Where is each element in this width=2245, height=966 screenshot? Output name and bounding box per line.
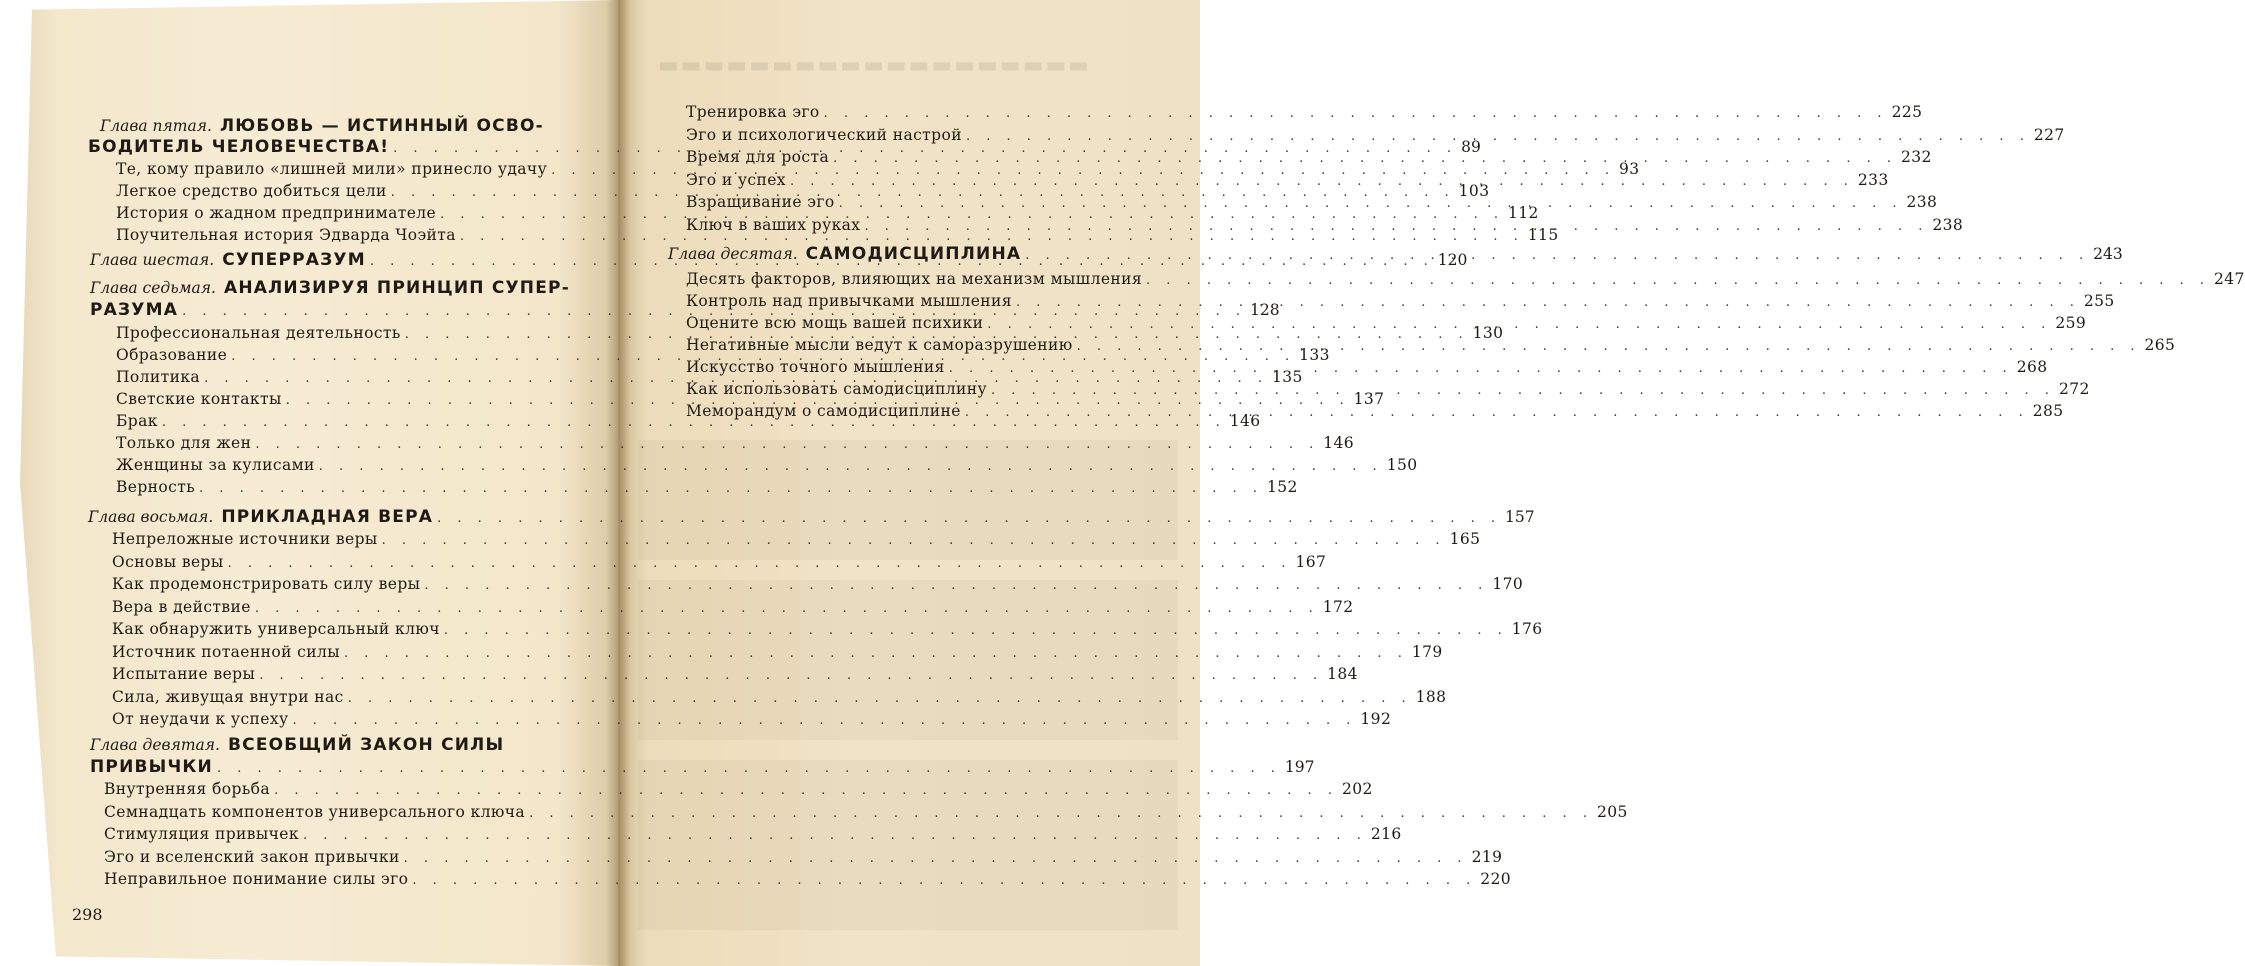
toc-entry-page: 285 (2032, 402, 2064, 420)
toc-entry-title: Образование (116, 346, 228, 364)
chapter-8-heading: Глава восьмая. ПРИКЛАДНАЯ ВЕРА . . . 157 (88, 507, 568, 527)
leader-dots (274, 783, 1338, 798)
toc-entry (686, 215, 1964, 234)
toc-entry-title: Внутренняя борьба (104, 780, 271, 798)
toc-entry-title: Ключ в ваших руках (686, 215, 861, 234)
leader-dots (255, 601, 1319, 616)
toc-entry-page: 133 (1299, 346, 1330, 364)
show-through-text: ▬▬▬▬▬▬▬▬▬▬▬▬▬▬▬▬▬▬▬ (658, 52, 1091, 78)
toc-entry-title: Политика (116, 368, 201, 386)
leader-dots (529, 806, 1593, 821)
toc-entry-page: 146 (1323, 434, 1355, 452)
leader-dots (824, 106, 1888, 121)
toc-entry-title: Женщины за кулисами (116, 456, 315, 474)
toc-entry-title: От неудачи к успеху (112, 710, 289, 728)
leader-dots (790, 174, 1854, 189)
toc-entry-page: 202 (1341, 780, 1373, 798)
leader-dots (259, 668, 1323, 683)
leader-dots (404, 851, 1468, 866)
toc-entry-page: 255 (2083, 292, 2115, 310)
leader-dots (293, 713, 1357, 728)
toc-entry-page: 272 (2058, 380, 2090, 398)
toc-entry-page: 216 (1370, 825, 1402, 843)
toc-entry (116, 226, 1559, 244)
leader-dots (965, 405, 2029, 420)
toc-entry-title: Брак (116, 412, 158, 430)
toc-entry-title: Время для роста (686, 148, 830, 166)
chapter-5-heading: Глава пятая. ЛЮБОВЬ — ИСТИННЫЙ ОСВО- (100, 116, 544, 136)
toc-entry-title: Вера в действие (112, 597, 251, 616)
toc-entry-title: Неправильное понимание силы эго (104, 870, 409, 888)
toc-entry (116, 434, 1355, 452)
toc-entry (112, 620, 1543, 638)
toc-entry-page: 205 (1596, 802, 1628, 821)
page-number: 298 (72, 905, 103, 924)
toc-entry (116, 346, 1330, 364)
leader-dots (1077, 339, 2141, 354)
chapter-7-heading: Глава седьмая. АНАЛИЗИРУЯ ПРИНЦИП СУПЕР- (90, 278, 570, 298)
toc-entry-page: 238 (1906, 193, 1938, 211)
toc-entry (104, 847, 1503, 866)
toc-entry-title: Меморандум о самодисциплине (686, 402, 961, 420)
toc-entry-page: 225 (1891, 103, 1923, 121)
toc-entry-page: 220 (1480, 870, 1512, 888)
toc-entry-page: 130 (1472, 324, 1504, 342)
toc-entry (112, 687, 1447, 706)
leader-dots (303, 828, 1367, 843)
toc-entry-page: 227 (2033, 125, 2065, 144)
toc-entry (116, 204, 1539, 222)
toc-entry-page: 103 (1458, 182, 1490, 200)
toc-entry-page: 192 (1360, 710, 1392, 728)
toc-entry-page: 167 (1295, 552, 1327, 571)
toc-entry (686, 148, 1932, 166)
toc-entry (104, 870, 1512, 888)
toc-entry (112, 597, 1354, 616)
leader-dots (839, 196, 1903, 211)
toc-entry-title: Верность (116, 478, 196, 496)
toc-entry (112, 552, 1327, 571)
leader-dots (987, 317, 2051, 332)
leader-dots (1146, 273, 2210, 288)
toc-entry-title: Взращивание эго (686, 193, 835, 211)
toc-entry (116, 160, 1640, 178)
toc-entry-title: Как обнаружить универсальный ключ (112, 620, 440, 638)
toc-entry (112, 530, 1481, 548)
toc-entry (686, 193, 1938, 211)
toc-entry (686, 170, 1889, 189)
toc-entry-page: 268 (2016, 358, 2048, 376)
toc-entry-title: Как продемонстрировать силу веры (112, 575, 421, 593)
toc-entry-title: Стимуляция привычек (104, 825, 299, 843)
leader-dots (199, 481, 1263, 496)
toc-entry-title: Десять факторов, влияющих на механизм мышления (686, 270, 1143, 288)
chapter-9-heading: Глава девятая. ВСЕОБЩИЙ ЗАКОН СИЛЫ (90, 735, 505, 755)
toc-entry-page: 188 (1415, 687, 1447, 706)
toc-entry-page: 247 (2213, 270, 2245, 288)
toc-entry (112, 710, 1392, 728)
toc-entry-title: Искусство точного мышления (686, 358, 945, 376)
leader-dots (949, 361, 2013, 376)
toc-entry-page: 176 (1511, 620, 1543, 638)
toc-entry-page: 112 (1508, 204, 1539, 222)
toc-entry-title: Источник потаенной силы (112, 642, 340, 661)
toc-entry-title: Те, кому правило «лишней мили» принесло удачу (116, 160, 548, 178)
toc-entry (104, 825, 1402, 843)
toc-entry-title: Тренировка эго (686, 103, 820, 121)
toc-entry (116, 412, 1261, 430)
toc-entry-title: Как использовать самодисциплину (686, 380, 988, 398)
chapter-6-heading: Глава шестая. СУПЕРРАЗУМ . . . 120 (90, 250, 568, 270)
toc-entry-title: Только для жен (116, 434, 252, 452)
toc-entry (686, 292, 2115, 310)
leader-dots (382, 533, 1446, 548)
toc-entry (116, 182, 1490, 200)
toc-entry (116, 478, 1298, 496)
toc-entry-title: Легкое средство добиться цели (116, 182, 387, 200)
toc-entry (112, 642, 1443, 661)
toc-entry-title: Испытание веры (112, 665, 256, 683)
toc-entry-page: 152 (1266, 478, 1298, 496)
leader-dots (1016, 295, 2080, 310)
toc-entry-page: 172 (1322, 597, 1354, 616)
toc-entry-title: Светские контакты (116, 390, 282, 408)
toc-entry-page: 238 (1932, 215, 1964, 234)
toc-entry-page: 259 (2055, 314, 2087, 332)
toc-entry-page: 137 (1353, 390, 1385, 408)
toc-entry (104, 802, 1628, 821)
toc-entry (104, 780, 1373, 798)
toc-entry (116, 368, 1303, 386)
toc-entry (686, 270, 2245, 288)
toc-entry (686, 402, 2064, 420)
toc-entry (686, 380, 2090, 398)
chapter-7-heading-line2: РАЗУМА . . . 128 (90, 300, 568, 320)
toc-entry (686, 358, 2048, 376)
toc-entry (112, 575, 1524, 593)
chapter-5-heading-line2: БОДИТЕЛЬ ЧЕЛОВЕЧЕСТВА! . . . 89 (88, 137, 568, 157)
toc-entry-title: Поучительная история Эдварда Чоэйта (116, 226, 456, 244)
leader-dots (424, 578, 1488, 593)
leader-dots (864, 219, 1928, 234)
toc-entry-title: Основы веры (112, 552, 224, 571)
toc-entry-title: Эго и психологический настрой (686, 125, 962, 144)
chapter-9-heading-line2: ПРИВЫЧКИ . . . 197 (90, 757, 568, 777)
toc-entry-page: 115 (1527, 226, 1559, 244)
toc-entry (686, 125, 2065, 144)
toc-entry-page: 232 (1901, 148, 1932, 166)
toc-entry (116, 390, 1385, 408)
leader-dots (966, 129, 2030, 144)
leader-dots (833, 151, 1897, 166)
toc-entry-page: 179 (1411, 642, 1443, 661)
leader-dots (255, 437, 1319, 452)
toc-entry (686, 336, 2176, 354)
toc-entry-page: 93 (1619, 160, 1640, 178)
toc-entry-page: 265 (2144, 336, 2176, 354)
toc-entry-page: 135 (1271, 368, 1303, 386)
toc-entry-title: Семнадцать компонентов универсального ключа (104, 802, 526, 821)
toc-entry-title: Контроль над привычками мышления (686, 292, 1012, 310)
leader-dots (319, 459, 1383, 474)
toc-entry (116, 456, 1418, 474)
toc-entry-title: Профессиональная деятельность (116, 324, 401, 342)
chapter-10-heading: Глава десятая. САМОДИСЦИПЛИНА . . . 243 (668, 244, 1140, 264)
toc-entry (112, 665, 1358, 683)
toc-entry-title: Непреложные источники веры (112, 530, 378, 548)
toc-entry (686, 103, 1923, 121)
toc-entry-page: 146 (1229, 412, 1261, 430)
toc-entry-page: 233 (1857, 170, 1889, 189)
leader-dots (991, 383, 2055, 398)
toc-entry (686, 314, 2087, 332)
toc-entry-title: Эго и вселенский закон привычки (104, 847, 400, 866)
leader-dots (344, 646, 1408, 661)
toc-entry-page: 184 (1327, 665, 1358, 683)
leader-dots (412, 873, 1476, 888)
leader-dots (444, 623, 1508, 638)
toc-entry-title: Сила, живущая внутри нас (112, 687, 344, 706)
toc-entry-title: Оцените всю мощь вашей психики (686, 314, 984, 332)
leader-dots (228, 556, 1292, 571)
toc-entry (116, 324, 1504, 342)
toc-entry-page: 219 (1471, 847, 1503, 866)
toc-entry-title: Эго и успех (686, 170, 786, 189)
toc-entry-page: 150 (1386, 456, 1418, 474)
leader-dots (348, 691, 1412, 706)
toc-entry-title: История о жадном предпринимателе (116, 204, 437, 222)
toc-entry-page: 165 (1449, 530, 1481, 548)
toc-entry-title: Негативные мысли ведут к саморазрушению (686, 336, 1073, 354)
toc-entry-page: 170 (1492, 575, 1524, 593)
